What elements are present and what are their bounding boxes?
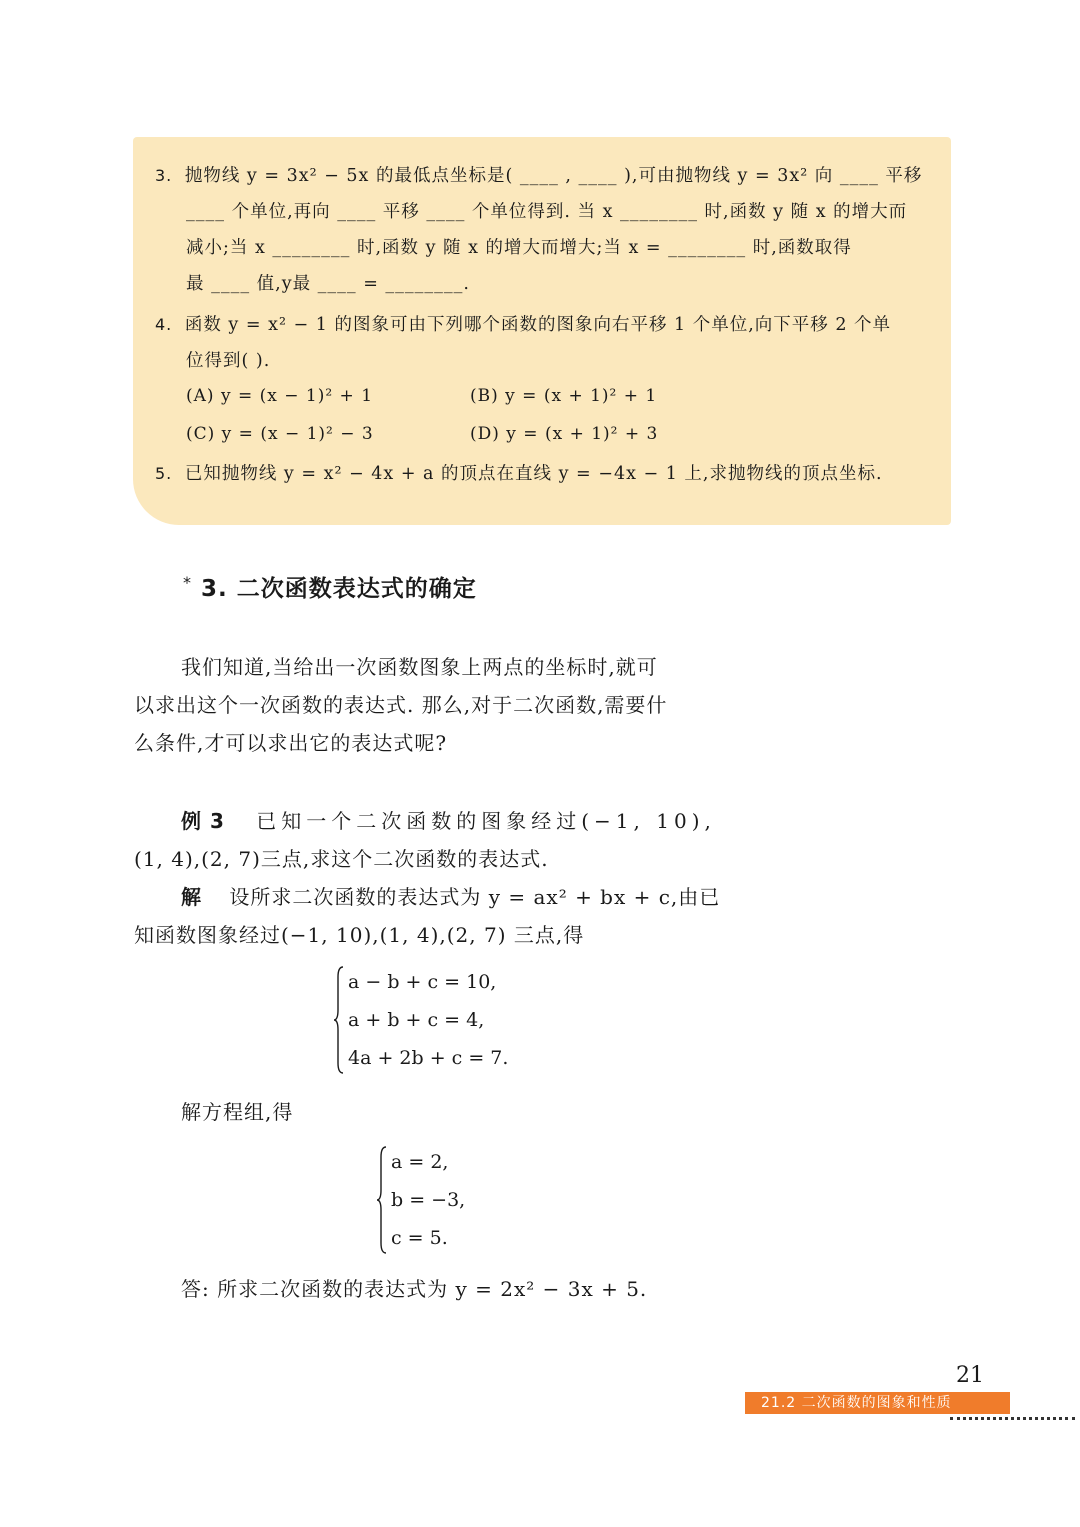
option-d: (D) y = (x + 1)² + 3 (470, 424, 659, 444)
exercise-5 (155, 456, 883, 492)
exercise-number: 4. (155, 315, 173, 334)
equation: a = 2, (391, 1151, 449, 1173)
exercise-3-line-1: 抛物线 y = 3x² − 5x 的最低点坐标是( ____ , ____ ),可由抛物线 y = 3x² 向 ____ 平移 (184, 166, 923, 186)
equation: a − b + c = 10, (348, 971, 497, 993)
example-text: 已知一个二次函数的图象经过(−1, 10), (256, 809, 716, 833)
exercise-3-line-2: ____ 个单位,再向 ____ 平移 ____ 个单位得到. 当 x ________ 时,函数 y 随 x 的增大而 (186, 202, 908, 222)
footer-dots (950, 1417, 1075, 1423)
footer-section-label: 21.2 二次函数的图象和性质 (745, 1392, 1010, 1414)
equation: 4a + 2b + c = 7. (348, 1047, 509, 1069)
equation: a + b + c = 4, (348, 1009, 485, 1031)
solution-line-2: 知函数图象经过(−1, 10),(1, 4),(2, 7) 三点,得 (134, 923, 585, 947)
example-label: 例 3 (181, 809, 225, 833)
exercise-4-line-2: 位得到( ). (186, 351, 271, 371)
solution-label: 解 (181, 885, 202, 909)
left-brace-icon (334, 965, 344, 1075)
optional-star: * (183, 573, 192, 592)
option-c: (C) y = (x − 1)² − 3 (186, 424, 374, 444)
intro-line-3: 么条件,才可以求出它的表达式呢? (134, 731, 448, 755)
section-title (183, 570, 477, 603)
equation-system-2 (377, 1145, 507, 1255)
exercise-3-line-3: 减小;当 x ________ 时,函数 y 随 x 的增大而增大;当 x = ________ 时,函数取得 (186, 238, 852, 258)
option-b: (B) y = (x + 1)² + 1 (470, 386, 658, 406)
section-title-text: 3. 二次函数表达式的确定 (201, 576, 477, 602)
option-a: (A) y = (x − 1)² + 1 (186, 386, 374, 406)
exercise-3-line-4: 最 ____ 值,y最 ____ = ________. (186, 274, 470, 294)
exercise-3 (155, 158, 922, 194)
answer-line: 答: 所求二次函数的表达式为 y = 2x² − 3x + 5. (181, 1277, 648, 1301)
exercise-5-line-1: 已知抛物线 y = x² − 4x + a 的顶点在直线 y = −4x − 1 上,求抛物线的顶点坐标. (184, 464, 883, 484)
exercise-4 (155, 307, 891, 343)
solution-text: 设所求二次函数的表达式为 y = ax² + bx + c,由已 (229, 885, 721, 909)
equation: c = 5. (391, 1227, 448, 1249)
page-number: 21 (956, 1363, 984, 1388)
solution-line-1 (181, 881, 720, 910)
intro-line-2: 以求出这个一次函数的表达式. 那么,对于二次函数,需要什 (134, 693, 668, 717)
equation-system-1 (334, 965, 534, 1075)
solve-text: 解方程组,得 (181, 1100, 294, 1124)
intro-line-1: 我们知道,当给出一次函数图象上两点的坐标时,就可 (181, 655, 658, 679)
exercise-number: 3. (155, 166, 173, 185)
example-3-line-1 (181, 805, 716, 834)
example-3-line-2: (1, 4),(2, 7)三点,求这个二次函数的表达式. (134, 847, 549, 871)
exercise-4-line-1: 函数 y = x² − 1 的图象可由下列哪个函数的图象向右平移 1 个单位,向下平移 2 个单 (184, 315, 892, 335)
exercise-number: 5. (155, 464, 173, 483)
equation: b = −3, (391, 1189, 466, 1211)
left-brace-icon (377, 1145, 387, 1255)
